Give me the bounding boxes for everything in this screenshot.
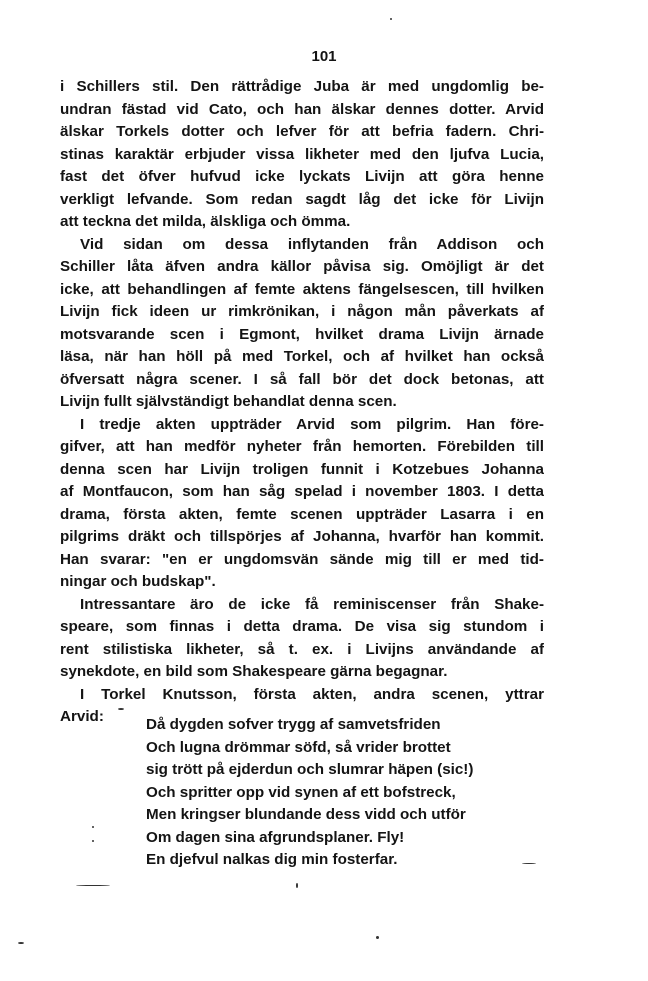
text-line: att teckna det milda, älskliga och ömma. xyxy=(60,213,351,230)
text-line: Han svarar: "en er ungdomsvän sände mig till er med tid- xyxy=(60,550,544,568)
text-line: icke, att behandlingen af femte aktens fängelsescen, till hvilken xyxy=(60,280,544,298)
text-line: verkligt lefvande. Som redan sagdt låg det icke för Livijn xyxy=(60,190,544,208)
text-line: rent stilistiska likheter, så t. ex. i Livijns användande af xyxy=(60,640,544,658)
text-line: speare, som finnas i detta drama. De visa sig stundom i xyxy=(60,618,544,635)
scan-speck xyxy=(76,885,110,886)
text-line: älskar Torkels dotter och lefver för att befria fadern. Chri- xyxy=(60,123,544,140)
text-line: läsa, när han höll på med Torkel, och af hvilket han också xyxy=(60,348,544,365)
text-line: ningar och budskap". xyxy=(60,573,216,590)
text-line: pilgrims dräkt och tillspörjes af Johanna, hvarför han kommit. xyxy=(60,528,544,545)
scan-speck xyxy=(118,708,124,710)
scan-speck xyxy=(92,826,94,828)
text-line: Livijn fullt självständigt behandlat denna scen. xyxy=(60,393,397,410)
scan-speck xyxy=(296,883,298,888)
verse-line: Och lugna drömmar söfd, så vrider brottet xyxy=(146,738,451,756)
text-line: fast det öfver hufvud icke lyckats Livijn att göra henne xyxy=(60,168,544,185)
scan-speck xyxy=(522,863,536,864)
verse-line: Om dagen sina afgrundsplaner. Fly! xyxy=(146,828,405,846)
verse-line: En djefvul nalkas dig min fosterfar. xyxy=(146,851,398,868)
scan-speck xyxy=(390,18,392,20)
scan-speck xyxy=(18,942,24,944)
text-line: Arvid: xyxy=(60,708,104,725)
verse-line: Då dygden sofver trygg af samvetsfriden xyxy=(146,716,441,733)
text-line: I tredje akten uppträder Arvid som pilgrim. Han före- xyxy=(80,415,544,433)
verse-line: Men kringser blundande dess vidd och utför xyxy=(146,806,466,823)
text-line: af Montfaucon, som han såg spelad i november 1803. I detta xyxy=(60,483,544,500)
verse-quote xyxy=(146,714,506,872)
text-line: Intressantare äro de icke få reminiscenser från Shake- xyxy=(80,595,544,613)
scan-speck xyxy=(92,840,94,842)
text-line: i Schillers stil. Den rättrådige Juba är med ungdomlig be- xyxy=(60,78,544,95)
page-number: 101 xyxy=(311,48,337,65)
verse-line: Och spritter opp vid synen af ett bofstreck, xyxy=(146,783,456,801)
text-line: denna scen har Livijn troligen funnit i Kotzebues Johanna xyxy=(60,460,544,478)
text-line: I Torkel Knutsson, första akten, andra scenen, yttrar xyxy=(80,685,544,703)
text-line: Livijn fick ideen ur rimkrönikan, i någon mån påverkats af xyxy=(60,303,544,320)
text-line: Schiller låta äfven andra källor påvisa sig. Omöjligt är det xyxy=(60,258,544,275)
text-line: motsvarande scen i Egmont, hvilket drama Livijn ärnade xyxy=(60,325,544,343)
scan-speck xyxy=(376,936,379,939)
text-line: drama, första akten, femte scenen uppträder Lasarra i en xyxy=(60,505,544,523)
text-line: undran fästad vid Cato, och han älskar dennes dotter. Arvid xyxy=(60,100,544,118)
text-line: synekdote, en bild som Shakespeare gärna begagnar. xyxy=(60,663,448,680)
body-text xyxy=(60,76,544,729)
verse-line: sig trött på ejderdun och slumrar häpen (sic!) xyxy=(146,761,474,778)
text-line: öfversatt några scener. I så fall bör det dock betonas, att xyxy=(60,370,544,388)
text-line: stinas karaktär erbjuder vissa likheter med den ljufva Lucia, xyxy=(60,145,544,163)
text-line: gifver, att han medför nyheter från hemorten. Förebilden till xyxy=(60,438,544,455)
text-line: Vid sidan om dessa inflytanden från Addison och xyxy=(80,235,544,253)
